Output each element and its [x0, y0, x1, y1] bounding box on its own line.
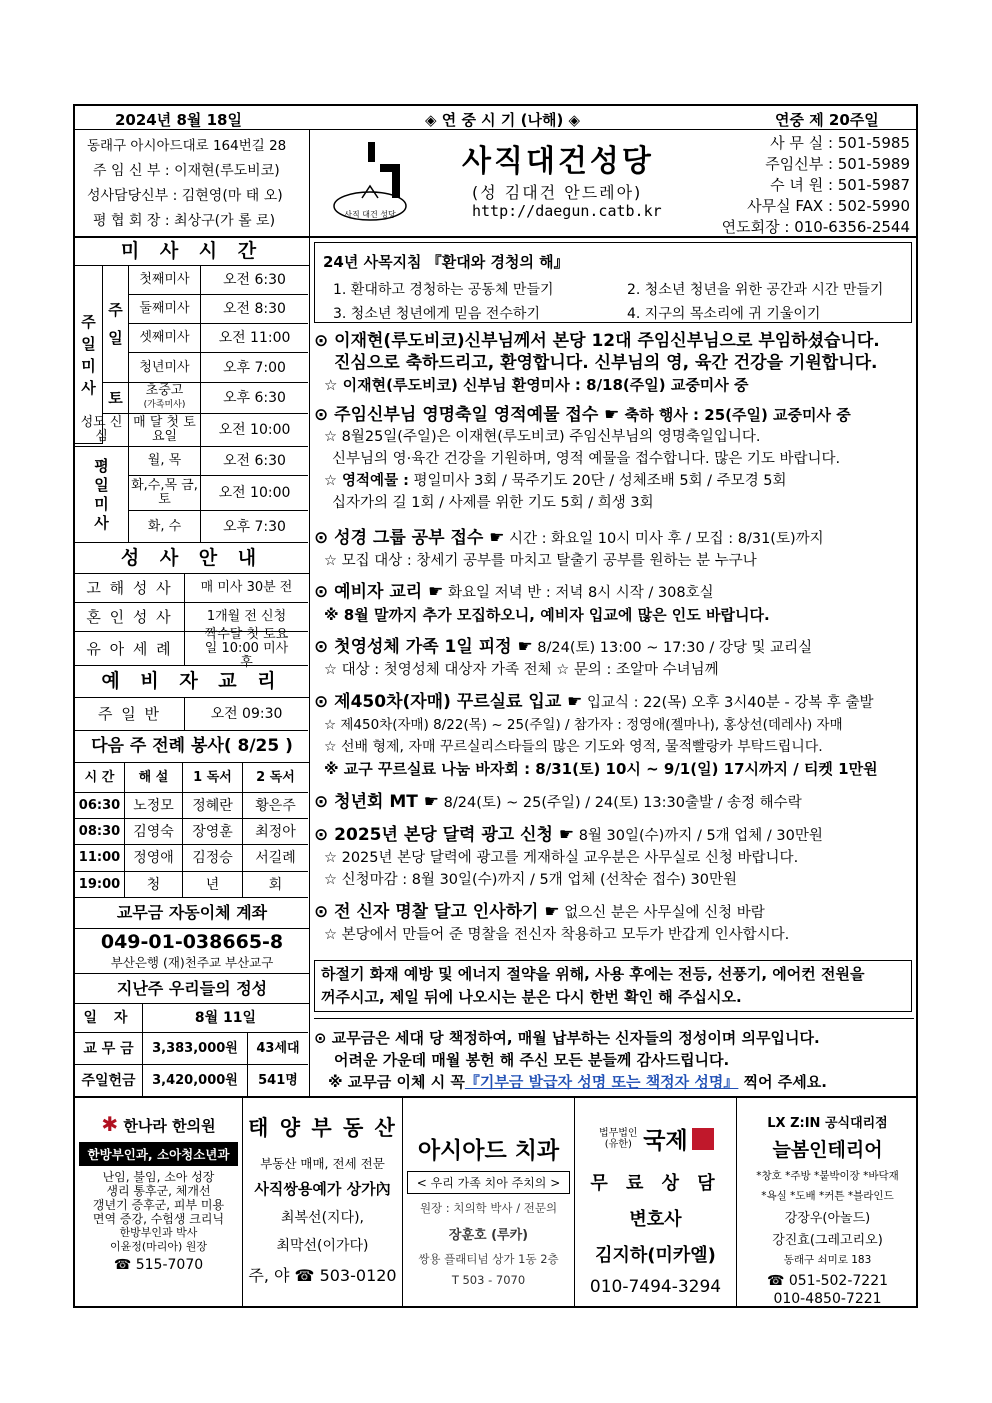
ad-line: 최막선(이가다): [276, 1238, 369, 1254]
server-reader1: 년: [183, 872, 243, 898]
catechumen-time: 오전 09:30: [185, 698, 308, 731]
news-line: ☆ 8월25일(주일)은 이재현(루도비코) 주임신부님의 영명축일입니다.: [324, 429, 761, 445]
server-time: 19:00: [75, 872, 125, 898]
sunday-label: 주 일: [103, 266, 129, 383]
youth-priest: 성사담당신부 : 김현영(마 태 오): [87, 188, 283, 204]
mass-time: 오후 7:00: [201, 353, 308, 383]
news-detail: 시간 : 화요일 10시 미사 후 / 모집 : 8/31(토)까지: [504, 531, 824, 547]
ad-line: 부동산 매매, 전세 전문: [260, 1156, 385, 1171]
sacrament-name: 혼 인 성 사: [75, 603, 185, 632]
energy-notice: [314, 960, 912, 1012]
law-logo-icon: [692, 1128, 714, 1150]
website-link[interactable]: http://daegun.catb.kr: [472, 202, 662, 220]
server-commentator: 정영애: [125, 845, 183, 872]
pastor-phone: 주임신부 : 501-5989: [765, 155, 910, 173]
ad-line: *창호 *주방 *붙박이장 *바닥재: [756, 1170, 899, 1182]
offering-date-label: 일 자: [75, 1004, 143, 1033]
first-saturday-time: 오전 10:00: [201, 414, 308, 447]
account-box: [75, 929, 309, 974]
news-line: ☆ 영적예물 :: [324, 473, 409, 489]
ad-realestate-tel: 주, 야 ☎ 503-0120: [248, 1266, 397, 1285]
server-reader2: 회: [243, 872, 308, 898]
offering-label: 교 무 금: [75, 1033, 143, 1065]
news-line: 진심으로 축하드리고, 환영합니다. 신부님의 영, 육간 건강을 기원합니다.: [334, 353, 878, 373]
tithe-notice: [314, 1018, 914, 1096]
sacrament-value: 매 미사 30분 전: [185, 574, 308, 603]
news-cursillo: [314, 691, 878, 780]
server-reader2: 최정아: [243, 819, 308, 845]
news-line: ☆ 대상 : 첫영성체 대상자 가족 전체 ☆ 문의 : 조알마 수녀님께: [324, 662, 719, 678]
ad-hanui-name: ✱ 한나라 한의원: [101, 1112, 216, 1136]
news-headline: ⊙ 이재현(루도비코)신부님께서 본당 12대 주임신부님으로 부임하셨습니다.: [314, 331, 880, 351]
news-detail: 축하 행사 : 25(주일) 교중미사 중: [619, 406, 851, 424]
logo-text: 사직 대건 성당: [344, 210, 396, 219]
mass-name: 셋째미사: [129, 324, 201, 353]
church-name: 사직대건성당: [462, 144, 654, 179]
news-detail: 입교식 : 22(목) 오후 3시40분 - 강복 후 출발: [582, 695, 874, 711]
ad-law: [575, 1098, 737, 1308]
marian-devotion-label: 성모 신심: [75, 414, 129, 447]
news-headline: ⊙ 청년회 MT ☛: [314, 792, 440, 812]
weekday-name: 화,수,목 금, 토: [129, 476, 201, 511]
address: 동래구 아시아드대로 164번길 28: [87, 138, 287, 154]
servers-header: 해 설: [125, 763, 183, 793]
news-catechumen: [314, 581, 770, 626]
ads-row: [75, 1096, 916, 1308]
server-reader1: 장영훈: [183, 819, 243, 845]
news-line: ☆ 제450차(자매) 8/22(목) ~ 25(주일) / 참가자 : 정영애(젤마나), 홍상선(데레사) 자매: [324, 717, 843, 733]
weekday-time: 오후 7:30: [201, 511, 308, 543]
ad-line: 원장 : 치의학 박사 / 전문의: [419, 1201, 558, 1215]
ad-interior-tel: ☎ 051-502-7221: [766, 1273, 889, 1289]
account-bank: 부산은행 (재)천주교 부산교구: [110, 955, 274, 970]
news-youth-mt: [314, 791, 802, 814]
weekday-time: 오전 6:30: [201, 447, 308, 476]
news-line: ☆ 이재현(루도비코) 신부님 환영미사 : 8/18(주일) 교중미사 중: [324, 376, 749, 394]
offering-count: 43세대: [248, 1033, 308, 1065]
pastoral-policy-box: [314, 242, 912, 323]
sacrament-value: 짝수달 첫 토요일 10:00 미사 후: [185, 632, 308, 666]
server-reader2: 서길례: [243, 845, 308, 872]
funeral-head-phone: 연도회장 : 010-6356-2544: [721, 218, 910, 236]
office-fax: 사무실 FAX : 502-5990: [747, 197, 910, 215]
news-line: ※ 교구 꾸르실료 나눔 바자회 : 8/31(토) 10시 ~ 9/1(일) 17시까지 / 티켓 1만원: [324, 760, 878, 778]
ad-line: 사직쌍용예가 상가內: [254, 1180, 391, 1198]
mass-name: 청년미사: [129, 353, 201, 383]
ad-hanui-tag: 한방부인과, 소아청소년과: [79, 1142, 238, 1166]
news-line: ☆ 2025년 본당 달력에 광고를 게재하실 교우분은 사무실로 신청 바랍니다.: [324, 850, 799, 866]
server-reader1: 정혜란: [183, 793, 243, 819]
contacts: [700, 130, 918, 236]
convent-phone: 수 녀 원 : 501-5987: [770, 176, 910, 194]
date: 2024년 8월 18일: [115, 111, 242, 129]
ad-line: 동래구 쇠미로 183: [783, 1254, 872, 1266]
church-info: [75, 130, 310, 236]
saturday-label: 토: [103, 383, 129, 414]
server-time: 11:00: [75, 845, 125, 872]
ad-line: 변호사: [629, 1209, 682, 1230]
ad-hanui-lines: 난임, 불임, 소아 성장 생리 통후군, 체개선 갱년기 증후군, 피부 미용 면역 증강, 수험생 크리닉 한방부인과 박사 이윤정(마리아) 원장: [92, 1170, 225, 1253]
catechumen-title: 예 비 자 교 리: [75, 666, 309, 698]
mass-name: 둘째미사: [129, 295, 201, 324]
news-detail: 없으신 분은 사무실에 신청 바람: [559, 905, 765, 921]
council-head: 평 협 회 장 : 최상구(가 롤 로): [93, 213, 276, 229]
news-line: ※ 8월 말까지 추가 모집하오니, 예비자 입교에 많은 인도 바랍니다.: [324, 606, 770, 624]
flower-icon: ✱: [101, 1112, 119, 1136]
account-title: 교무금 자동이체 계좌: [75, 898, 309, 929]
left-column: [75, 238, 310, 1096]
news-headline: ⊙ 전 신자 명찰 달고 인사하기 ☛: [314, 902, 560, 922]
weekday-time: 오전 10:00: [201, 476, 308, 511]
mass-time: 오후 6:30: [201, 383, 308, 414]
bulletin-page: [73, 104, 918, 1308]
servers-header: 2 독서: [243, 763, 308, 793]
news-new-pastor: [314, 330, 880, 396]
church-title-block: [310, 130, 700, 236]
sacrament-title: 성 사 안 내: [75, 543, 309, 574]
ad-dental-tag: < 우리 가족 치아 주치의 >: [407, 1171, 570, 1194]
header: [75, 130, 916, 238]
news-detail: 8/24(토) 13:00 ~ 17:30 / 강당 및 교리실: [532, 640, 813, 656]
liturgical-season: ◈ 연 중 시 기 (나해) ◈: [425, 111, 581, 129]
servers-header: 시 간: [75, 763, 125, 793]
news-calendar-ad: [314, 824, 823, 891]
ad-line: 쌍용 플래티넘 상가 1동 2층: [418, 1252, 559, 1266]
news-line: 십자가의 길 1회 / 사제를 위한 기도 5회 / 희생 3회: [332, 495, 654, 511]
ad-hanui-tel: ☎ 515-7070: [113, 1257, 204, 1273]
server-commentator: 노정모: [125, 793, 183, 819]
news-feast-gift: [314, 404, 851, 514]
news-first-communion: [314, 636, 812, 681]
ad-interior-tel: 010-4850-7221: [773, 1291, 882, 1307]
announcements: [310, 238, 918, 1096]
servers-header: 1 독서: [183, 763, 243, 793]
energy-line: 하절기 화재 예방 및 에너지 절약을 위해, 사용 후에는 전등, 선풍기, 에어컨 전원을: [321, 965, 865, 983]
server-time: 06:30: [75, 793, 125, 819]
tithe-line: 어려운 가운데 매월 봉헌 해 주신 모든 분들께 감사드립니다.: [334, 1051, 730, 1069]
ad-line: 강장우(아놀드): [784, 1211, 871, 1226]
sacrament-value: 1개월 전 신청: [185, 603, 308, 632]
offering-date: 8월 11일: [143, 1004, 308, 1033]
news-line: 신부님의 영·육간 건강을 기원하며, 영적 예물을 접수합니다. 많은 기도 바랍니다.: [332, 451, 841, 467]
ad-line: 김지하(미카엘): [595, 1245, 716, 1266]
ad-law-prefix: 법무법인(유한): [598, 1127, 638, 1150]
mass-time: 오전 11:00: [201, 324, 308, 353]
ad-line: 장훈호 (루카): [448, 1228, 529, 1243]
office-phone: 사 무 실 : 501-5985: [770, 134, 910, 152]
server-reader1: 김정승: [183, 845, 243, 872]
news-detail: 8/24(토) ~ 25(주일) / 24(토) 13:30출발 / 송정 해수락: [439, 795, 802, 811]
ad-law-header: [575, 1122, 736, 1155]
policy-item: 3. 청소년 청년에게 믿음 전수하기: [333, 306, 540, 322]
policy-item: 2. 청소년 청년을 위한 공간과 시간 만들기: [627, 282, 884, 298]
offering-label: 주일헌금: [75, 1065, 143, 1096]
server-commentator: 김영숙: [125, 819, 183, 845]
mass-name: 첫째미사: [129, 266, 201, 295]
offering-amount: 3,420,000원: [143, 1065, 248, 1096]
policy-title: 24년 사목지침 『환대와 경청의 해』: [323, 253, 569, 271]
news-detail: 8월 30일(수)까지 / 5개 업체 / 30만원: [574, 828, 823, 844]
ad-line: 최복선(지다),: [281, 1210, 364, 1226]
tithe-line: ⊙ 교무금은 세대 당 책정하여, 매월 납부하는 신자들의 정성이며 의무입니다.: [314, 1029, 820, 1047]
news-name-tag: [314, 901, 789, 946]
news-line: ☆ 선배 형제, 자매 꾸르실리스타들의 많은 기도와 영적, 물적빨랑카 부탁드립니다.: [324, 739, 823, 755]
policy-item: 1. 환대하고 경청하는 공동체 만들기: [333, 282, 554, 298]
ad-interior: [737, 1098, 918, 1308]
ad-dental-name: 아시아드 치과: [417, 1138, 560, 1164]
ad-line: 강진효(그레고리오): [772, 1233, 883, 1248]
news-bible-study: [314, 527, 824, 572]
ad-line: LX Z:IN 공식대리점: [767, 1116, 888, 1131]
news-line: 평일미사 3회 / 묵주기도 20단 / 성체조배 5회 / 주모경 5회: [408, 473, 787, 489]
news-headline: ⊙ 첫영성체 가족 1일 피정 ☛: [314, 637, 533, 657]
offering-amount: 3,383,000원: [143, 1033, 248, 1065]
offering-count: 541명: [258, 1072, 298, 1088]
ad-interior-name: 늘봄인테리어: [772, 1139, 883, 1161]
week: 연중 제 20주일: [775, 111, 879, 129]
patron-saint: (성 김대건 안드레아): [472, 183, 643, 202]
energy-line: 꺼주시고, 제일 뒤에 나오시는 분은 다시 한번 확인 해 주십시오.: [321, 988, 742, 1006]
ad-hanui: [75, 1098, 243, 1308]
pastor: 주 임 신 부 : 이재현(루도비코): [93, 163, 280, 179]
first-saturday: 매 달 첫 토요일: [129, 414, 201, 447]
tithe-line: ※ 교무금 이체 시 꼭: [328, 1073, 465, 1091]
server-commentator: 청: [125, 872, 183, 898]
news-line: ☆ 모집 대상 : 창세기 공부를 마치고 탈출기 공부를 원하는 분 누구나: [324, 553, 757, 569]
mass-times-title: 미 사 시 간: [75, 238, 309, 266]
offering-title: 지난주 우리들의 정성: [75, 974, 309, 1004]
sacrament-name: 고 해 성 사: [75, 574, 185, 603]
policy-item: 4. 지구의 목소리에 귀 기울이기: [627, 306, 821, 322]
top-bar: [75, 106, 916, 130]
sacrament-name: 유 아 세 례: [75, 632, 185, 666]
ad-line: *욕실 *도배 *커튼 *블라인드: [761, 1190, 894, 1202]
news-headline: ⊙ 2025년 본당 달력 광고 신청 ☛: [314, 825, 575, 845]
server-reader2: 황은주: [243, 793, 308, 819]
mass-time: 오전 6:30: [201, 266, 308, 295]
church-logo-icon: [322, 138, 418, 228]
ad-realestate: [243, 1098, 403, 1308]
ad-dental: [403, 1098, 575, 1308]
servers-title: 다음 주 전례 봉사( 8/25 ): [75, 731, 309, 763]
news-headline: ⊙ 성경 그룹 공부 접수 ☛: [314, 528, 505, 548]
weekday-mass-label: 평 일 미 사: [75, 447, 129, 543]
mass-name: 초중고 (가족미사): [129, 383, 201, 414]
tithe-highlight: 『기부금 발급자 성명 또는 책정자 성명』: [464, 1073, 739, 1091]
tithe-line: 찍어 주세요.: [738, 1073, 827, 1091]
mass-time: 오전 8:30: [201, 295, 308, 324]
ad-line: 무 료 상 담: [590, 1173, 721, 1194]
ad-line: T 503 - 7070: [451, 1273, 526, 1287]
ad-law-name: 국제: [643, 1128, 688, 1154]
sunday-mass-label: 주 일 미 사: [75, 266, 103, 444]
news-line: ☆ 신청마감 : 8월 30일(수)까지 / 5개 업체 (선착순 접수) 30만원: [324, 872, 737, 888]
account-number: 049-01-038665-8: [100, 931, 284, 953]
ad-realestate-name: 태 양 부 동 산: [248, 1116, 397, 1140]
news-detail: 화요일 저녁 반 : 저녁 8시 시작 / 308호실: [443, 585, 714, 601]
news-headline: ⊙ 제450차(자매) 꾸르실료 입교 ☛: [314, 692, 583, 712]
weekday-name: 월, 목: [129, 447, 201, 476]
ad-law-tel: 010-7494-3294: [589, 1277, 722, 1297]
server-time: 08:30: [75, 819, 125, 845]
news-headline: ⊙ 주임신부님 영명축일 영적예물 접수 ☛: [314, 405, 620, 425]
news-headline: ⊙ 예비자 교리 ☛: [314, 582, 444, 602]
catechumen-class: 주 일 반: [75, 698, 185, 731]
weekday-name: 화, 수: [129, 511, 201, 543]
news-line: ☆ 본당에서 만들어 준 명찰을 전신자 착용하고 모두가 반갑게 인사합시다.: [324, 927, 790, 943]
